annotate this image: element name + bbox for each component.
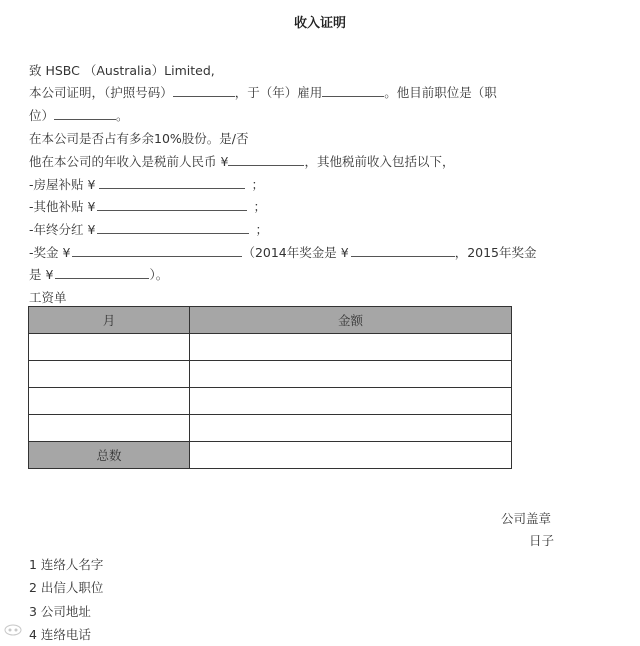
company-stamp-label: 公司盖章	[501, 511, 552, 526]
bonus-line-2	[29, 265, 168, 283]
certify-line	[29, 83, 497, 101]
bonus-2015-blank	[55, 268, 149, 279]
payslip-label: 工资单	[29, 290, 67, 305]
month-cell	[29, 361, 190, 388]
position-line	[29, 106, 129, 124]
shareholding-line: 在本公司是否占有多余10%股份。是/否	[29, 131, 249, 146]
certify-text-b: ，于（年）雇用	[234, 85, 323, 100]
document-title: 收入证明	[293, 16, 346, 31]
other-allowance-label: -其他补贴 ¥	[29, 199, 96, 214]
table-header-row	[29, 307, 512, 334]
passport-blank	[173, 86, 235, 97]
table-row	[29, 415, 512, 442]
position-text-b: 。	[116, 108, 129, 123]
certify-text-a: 本公司证明，（护照号码）	[29, 85, 173, 100]
employment-year-blank	[322, 86, 384, 97]
bonus-2014-label: （2014年奖金是 ¥	[242, 245, 349, 260]
bonus-label: -奖金 ¥	[29, 245, 71, 260]
certify-text-c: 。他目前职位是（职	[384, 85, 497, 100]
month-cell	[29, 415, 190, 442]
income-text-a: 他在本公司的年收入是税前人民币 ¥	[29, 154, 229, 169]
position-text-a: 位）	[29, 108, 55, 123]
note-item: 3 公司地址	[29, 604, 91, 619]
other-allowance-line	[29, 197, 266, 215]
income-text-b: ，其他税前收入包括以下，	[304, 154, 455, 169]
amount-cell	[190, 388, 512, 415]
amount-cell	[190, 334, 512, 361]
table-row	[29, 388, 512, 415]
housing-allowance-blank	[99, 178, 245, 189]
payslip-table	[28, 306, 512, 469]
date-label: 日子	[529, 533, 555, 548]
month-cell	[29, 388, 190, 415]
amount-cell	[190, 415, 512, 442]
annual-income-line	[29, 152, 454, 170]
amount-cell	[190, 361, 512, 388]
table-row	[29, 334, 512, 361]
position-blank	[54, 109, 116, 120]
note-item: 4 连络电话	[29, 627, 91, 642]
housing-allowance-line	[29, 175, 264, 193]
addressee-line: 致 HSBC （Australia）Limited,	[29, 63, 215, 78]
note-item: 1 连络人名字	[29, 557, 104, 572]
dividend-blank	[97, 223, 249, 234]
semicolon: ；	[251, 177, 264, 192]
dividend-label: -年终分红 ¥	[29, 222, 96, 237]
semicolon: ；	[255, 222, 268, 237]
table-row	[29, 361, 512, 388]
watermark-icon	[4, 624, 22, 639]
semicolon: ；	[253, 199, 266, 214]
amount-header: 金额	[190, 307, 512, 334]
year-end-dividend-line	[29, 220, 268, 238]
total-label: 总数	[29, 442, 190, 469]
other-allowance-blank	[97, 200, 247, 211]
income-blank	[228, 155, 304, 166]
bonus-2015-prefix: 是 ¥	[29, 267, 54, 282]
month-cell	[29, 334, 190, 361]
bonus-line	[29, 243, 537, 261]
bonus-2015-label: ，2015年奖金	[454, 245, 537, 260]
bonus-2014-blank	[351, 246, 455, 257]
total-value	[190, 442, 512, 469]
housing-allowance-label: -房屋补贴 ¥	[29, 177, 96, 192]
note-item: 2 出信人职位	[29, 580, 104, 595]
total-row	[29, 442, 512, 469]
month-header: 月	[29, 307, 190, 334]
bonus-2015-suffix: ）。	[149, 267, 169, 282]
bonus-blank	[72, 246, 242, 257]
